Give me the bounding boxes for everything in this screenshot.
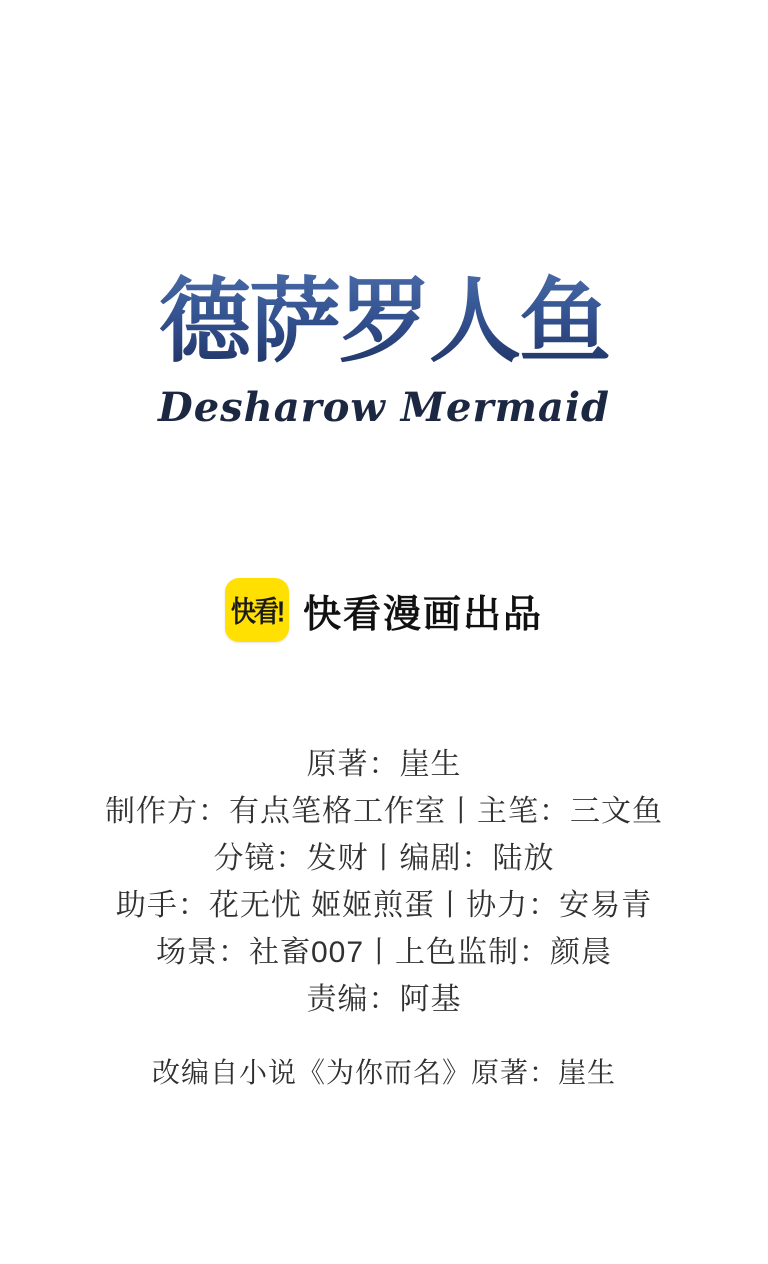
credit-line-production: 制作方：有点笔格工作室丨主笔：三文鱼 (105, 795, 663, 828)
kuaikan-logo-text: 快看! (230, 596, 284, 629)
kuaikan-logo-icon (225, 578, 289, 642)
credit-line-scene: 场景：社畜007丨上色监制：颜晨 (155, 936, 613, 969)
credit-line-original-author: 原著：崖生 (306, 748, 462, 781)
credit-line-editor: 责编：阿基 (306, 983, 462, 1016)
adaptation-note: 改编自小说《为你而名》原著：崖生 (151, 1057, 616, 1088)
credits-block (0, 741, 768, 1023)
publisher-label: 快看漫画出品 (302, 593, 543, 636)
credit-line-assistants: 助手：花无忧 姬姬煎蛋丨协力：安易青 (115, 889, 653, 922)
title-block (0, 262, 768, 430)
credit-line-storyboard: 分镜：发财丨编剧：陆放 (213, 842, 555, 875)
comic-title-chinese: 德萨罗人鱼 (0, 262, 768, 380)
publisher-row (0, 578, 768, 642)
comic-title-english: Desharow Mermaid (158, 384, 610, 431)
